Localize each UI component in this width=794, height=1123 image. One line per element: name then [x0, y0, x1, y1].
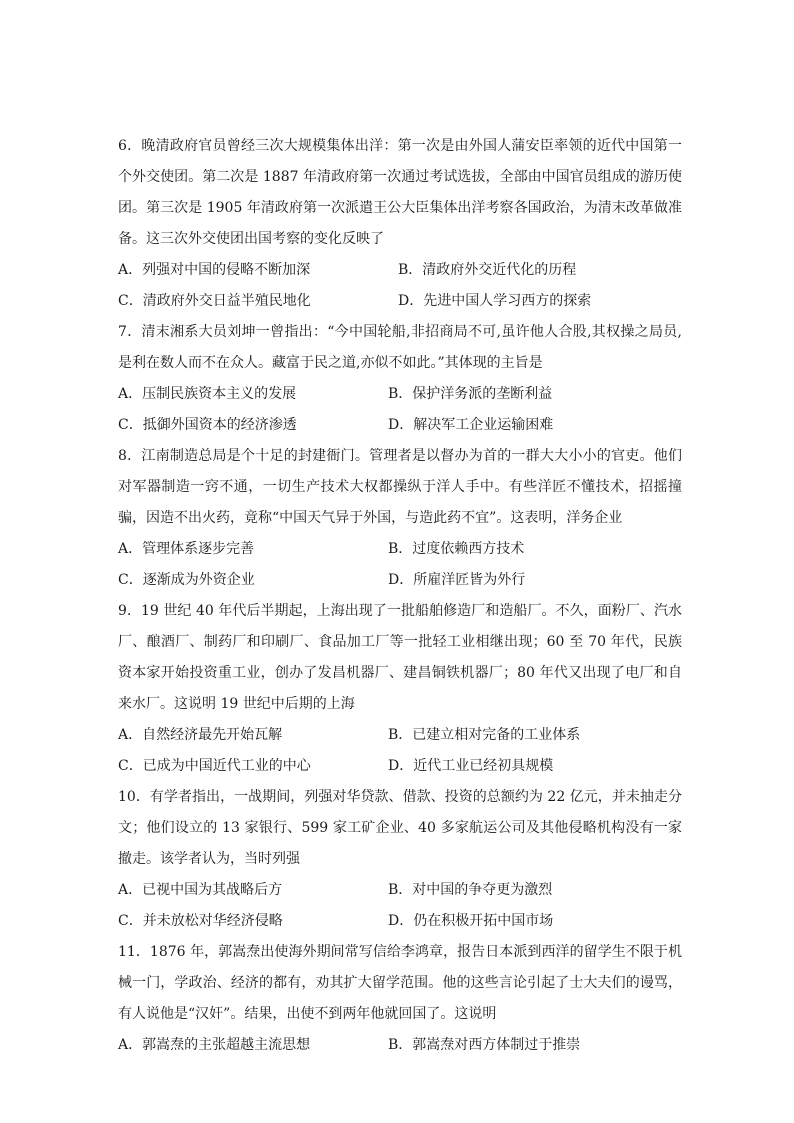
option-c[interactable]: C．逐渐成为外资企业 — [118, 572, 255, 588]
option-d[interactable]: D．近代工业已经初具规模 — [388, 758, 554, 774]
option-c[interactable]: C．清政府外交日益半殖民地化 — [118, 293, 311, 309]
option-a[interactable]: A．压制民族资本主义的发展 — [118, 386, 297, 402]
option-d[interactable]: D．解决军工企业运输困难 — [388, 417, 554, 433]
option-c[interactable]: C．并未放松对华经济侵略 — [118, 913, 283, 929]
option-b[interactable]: B．清政府外交近代化的历程 — [398, 262, 577, 278]
option-b[interactable]: B．已建立相对完备的工业体系 — [388, 727, 581, 743]
option-a[interactable]: A．已视中国为其战略后方 — [118, 882, 283, 898]
option-a[interactable]: A．自然经济最先开始瓦解 — [118, 727, 283, 743]
option-a[interactable]: A．郭嵩焘的主张超越主流思想 — [118, 1037, 311, 1053]
option-a[interactable]: A．列强对中国的侵略不断加深 — [118, 262, 311, 278]
question-7 — [118, 317, 682, 441]
question-11 — [118, 937, 682, 1061]
exam-page — [118, 131, 682, 1061]
answer-options — [118, 255, 682, 317]
question-stem: 7．清末湘系大员刘坤一曾指出：“今中国轮船,非招商局不可,虽许他人合股,其权操之局员,是利在数人而不在众人。藏富于民之道,亦似不如此。”其体现的主旨是 — [118, 324, 682, 371]
question-stem: 6．晚清政府官员曾经三次大规模集体出洋：第一次是由外国人蒲安臣率领的近代中国第一个外交使团。第二次是 1887 年清政府第一次通过考试选拔，全部由中国官员组成的游历使团。第三次是 1905 年清政府第一次派遣王公大臣集体出洋考察各国政治，为清末改革做准备。这三次外交使团出国考察的变化反映了 — [118, 138, 682, 247]
answer-options — [118, 1030, 682, 1061]
answer-options — [118, 379, 682, 441]
answer-options — [118, 534, 682, 596]
option-b[interactable]: B．保护洋务派的垄断利益 — [388, 386, 553, 402]
option-b[interactable]: B．过度依赖西方技术 — [388, 541, 525, 557]
question-stem: 8．江南制造总局是个十足的封建衙门。管理者是以督办为首的一群大大小小的官吏。他们对军器制造一窍不通，一切生产技术大权都操纵于洋人手中。有些洋匠不懂技术，招摇撞骗，因造不出火药，竟称“中国天气异于外国，与造此药不宜”。这表明，洋务企业 — [118, 448, 682, 526]
question-10 — [118, 782, 682, 937]
question-stem: 11．1876 年，郭嵩焘出使海外期间常写信给李鸿章，报告日本派到西洋的留学生不限于机械一门，学政治、经济的都有，劝其扩大留学范围。他的这些言论引起了士大夫们的谩骂，有人说他是“汉奸”。结果，出使不到两年他就回国了。这说明 — [118, 944, 682, 1022]
question-6 — [118, 131, 682, 317]
option-b[interactable]: B．郭嵩焘对西方体制过于推崇 — [388, 1037, 581, 1053]
option-d[interactable]: D．所雇洋匠皆为外行 — [388, 572, 526, 588]
question-8 — [118, 441, 682, 596]
option-b[interactable]: B．对中国的争夺更为激烈 — [388, 882, 553, 898]
option-c[interactable]: C．已成为中国近代工业的中心 — [118, 758, 311, 774]
option-a[interactable]: A．管理体系逐步完善 — [118, 541, 255, 557]
question-stem: 10．有学者指出，一战期间，列强对华贷款、借款、投资的总额约为 22 亿元，并未抽走分文；他们设立的 13 家银行、599 家工矿企业、40 多家航运公司及其他侵略机构没有一家撤走。该学者认为，当时列强 — [118, 789, 682, 867]
option-c[interactable]: C．抵御外国资本的经济渗透 — [118, 417, 297, 433]
option-d[interactable]: D．先进中国人学习西方的探索 — [398, 293, 592, 309]
answer-options — [118, 720, 682, 782]
option-d[interactable]: D．仍在积极开拓中国市场 — [388, 913, 554, 929]
question-9 — [118, 596, 682, 782]
answer-options — [118, 875, 682, 937]
question-stem: 9．19 世纪 40 年代后半期起，上海出现了一批船舶修造厂和造船厂。不久，面粉厂、汽水厂、酿酒厂、制药厂和印刷厂、食品加工厂等一批轻工业相继出现；60 至 70 年代，民族资本家开始投资重工业，创办了发昌机器厂、建昌铜铁机器厂；80 年代又出现了电厂和自来水厂。这说明 19 世纪中后期的上海 — [118, 603, 682, 712]
